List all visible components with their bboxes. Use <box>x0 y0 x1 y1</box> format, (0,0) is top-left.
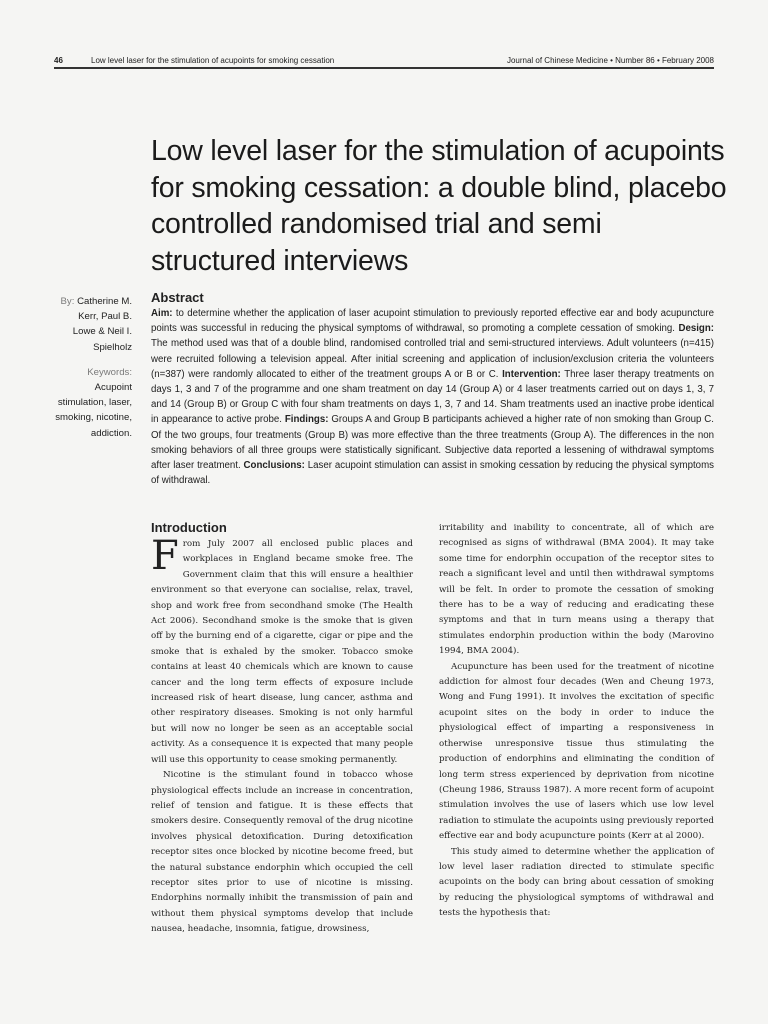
intervention-label: Intervention: <box>502 368 561 380</box>
body-column-right <box>439 521 714 922</box>
article-title: Low level laser for the stimulation of acupoints for smoking cessation: a double blind, placebo controlled randomised trial and semi structured interviews <box>151 135 727 277</box>
intervention-text: Three laser therapy treatments on days 1, 3 and 7 of the programme and one sham treatment on day 14 (Group A) or 4 laser treatments carried out on days 1, 3, 7 and 14 (Group B) or Group C with four sham treatments on days 1, 3, 7 and 14. Sham treatments used an inactive probe identical in appearance to active probe. <box>151 368 714 426</box>
design-text: The method used was that of a double blind, randomised controlled trial and semi-structured interviews. Adult volunteers (n=415) were recruited following a television appeal. After initial screening and application of inclusion/exclusion criteria the volunteers (n=387) were randomly allocated to either of the treatment groups A or B or C. <box>151 338 714 380</box>
findings-text: Groups A and Group B participants achieved a higher rate of non smoking than Group C. Of the two groups, four treatments (Group B) was more effective than the three treatments (Group A). The differences in the non smoking behaviors of all three groups were statistically significant. Subjective data reported a lessening of withdrawal symptoms after laser treatment. <box>151 414 714 472</box>
conclusions-text: Laser acupoint stimulation can assist in smoking cessation by reducing the physical symptoms of withdrawal. <box>151 460 714 487</box>
page-number: 46 <box>54 56 63 65</box>
running-title: Low level laser for the stimulation of acupoints for smoking cessation <box>91 56 335 65</box>
aim-text: to determine whether the application of laser acupoint stimulation to previously reported effective ear and body acupuncture points was successful in reducing the physical symptoms of withdrawal, so promoting a complete cessation of smoking. <box>151 308 714 335</box>
body-paragraph: Nicotine is the stimulant found in tobacco whose physiological effects include an increase in concentration, relief of tension and fatigue. It is these effects that smokers desire. Consequently removal of the drug nicotine involves physical detoxification. During detoxification receptor sites once blocked by nicotine become freed, but the natural substance endorphin which occupied the cell receptor sites prior to use of nicotine is missing. Endorphins normally inhibit the transmission of pain and without them physical symptoms develop that include nausea, headache, insomnia, fatigue, drowsiness, <box>151 770 413 935</box>
body-paragraph <box>151 533 413 768</box>
aim-label: Aim: <box>151 308 173 319</box>
introduction-heading: Introduction <box>151 520 227 535</box>
keywords-label: Keywords: <box>87 366 132 378</box>
body-column-left <box>151 520 413 938</box>
body-paragraph: This study aimed to determine whether the application of low level laser radiation directed to stimulate specific acupoints on the body can bring about cessation of smoking by reducing the physiological symptoms of withdrawal and tests the hypothesis that: <box>439 846 714 919</box>
header-rule <box>54 67 714 69</box>
keywords: Acupoint stimulation, laser, smoking, nicotine, addiction. <box>55 382 132 439</box>
conclusions-label: Conclusions: <box>243 460 305 472</box>
body-paragraph: Acupuncture has been used for the treatment of nicotine addiction for almost four decades (Wen and Cheung 1973, Wong and Fung 1991). It involves the excitation of specific acupoint sites on the body in order to induce the physiological effect of imparting a responsiveness in otherwise unresponsive tissue thus stimulating the production of endorphins and eliminating the condition of long term stress experienced by deprivation from nicotine (Cheung 1986, Strauss 1987). A more recent form of acupoint stimulation involves the use of lasers which use low level radiation to stimulate the acupoints using previously reported effective ear and body acupuncture points (Kerr at al 2000). <box>439 661 714 842</box>
author-sidebar <box>54 294 132 441</box>
authors: Catherine M. Kerr, Paul B. Lowe & Neil I. Spielholz <box>72 296 132 353</box>
paragraph-text: rom July 2007 all enclosed public places and workplaces in England became smoke free. The Government claim that this will ensure a healthier environment so that everyone can socialise, relax, travel, shop and work free from secondhand smoke (The Health Act 2006). Secondhand smoke is the smoke that is given off by the burning end of a cigarette, cigar or pipe and the smoke that is exhaled by the smoker. Tobacco smoke contains at least 40 chemicals which are known to cause cancer and the long term effects of exposure include increased risk of heart disease, lung cancer, asthma and other respiratory diseases. Smoking is not only harmful but will now no longer be seen as an acceptable social activity. As a consequence it is expected that many people will use this opportunity to cease smoking permanently. <box>151 539 413 765</box>
running-header <box>54 54 714 68</box>
design-label: Design: <box>678 323 714 335</box>
abstract-heading: Abstract <box>151 290 204 305</box>
findings-label: Findings: <box>284 414 329 426</box>
drop-cap: F <box>151 533 179 579</box>
body-paragraph: irritability and inability to concentrate, all of which are recognised as signs of withdrawal (BMA 2004). It may take some time for endorphin occupation of the receptor sites to reach a significant level and until then withdrawal symptoms will be felt. In order to promote the cessation of smoking there has to be a way of reducing and eradicating these symptoms and that in turn means using a therapy that stimulates endorphin production within the body (Marovino 1994, BMA 2004). <box>439 523 714 657</box>
abstract-text <box>151 306 714 488</box>
authors-block <box>54 294 132 355</box>
journal-info: Journal of Chinese Medicine • Number 86 • February 2008 <box>506 56 714 65</box>
by-label: By: <box>60 296 75 307</box>
abstract <box>151 290 714 488</box>
